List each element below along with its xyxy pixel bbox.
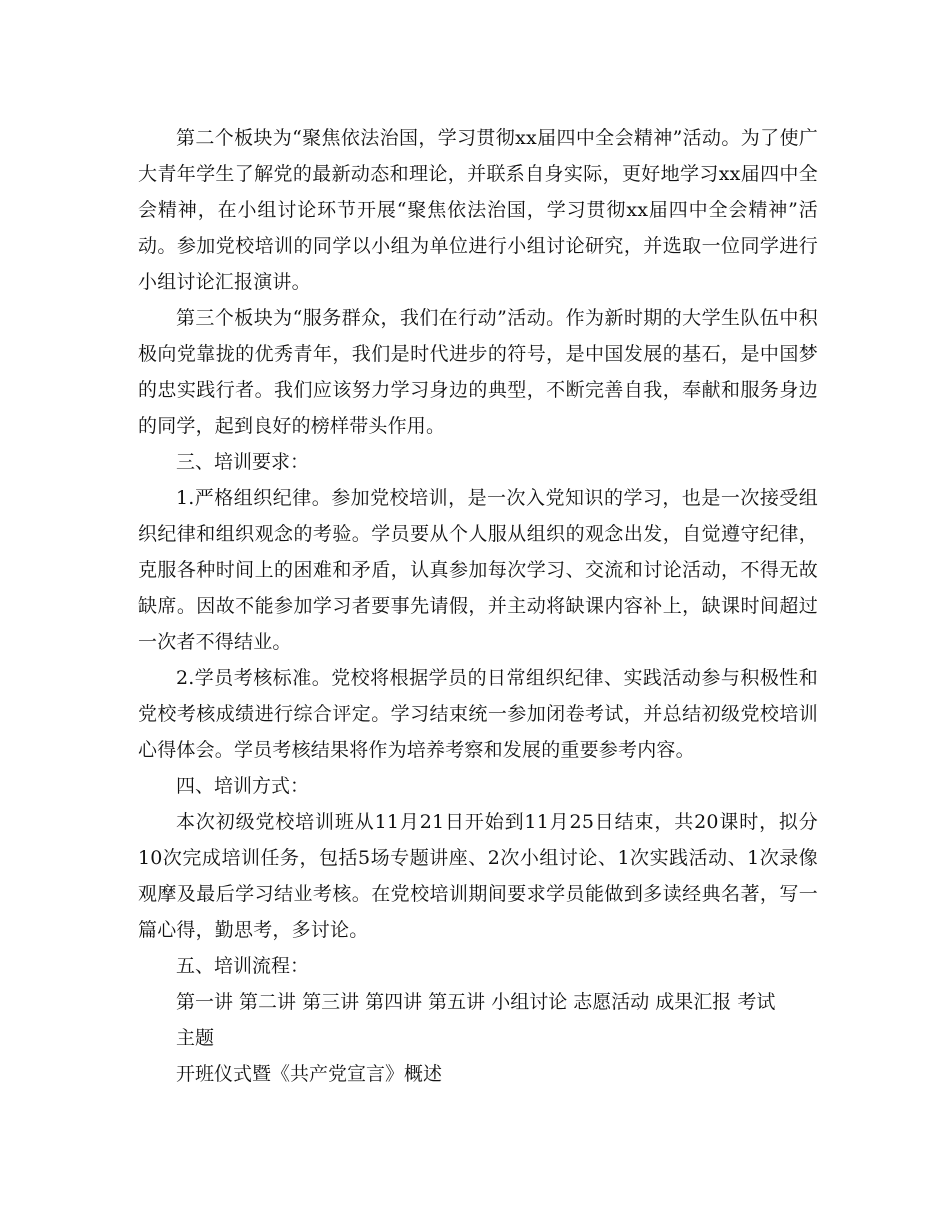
heading-training-process: 五、培训流程： <box>176 955 310 977</box>
topic-label: 主题 <box>176 1027 215 1049</box>
lecture-list-row: 第一讲 第二讲 第三讲 第四讲 第五讲 小组讨论 志愿活动 成果汇报 考试 <box>176 991 776 1013</box>
opening-session: 开班仪式暨《共产党宣言》概述 <box>176 1063 443 1085</box>
paragraph-training-plan: 本次初级党校培训班从11月21日开始到11月25日结束，共20课时，拟分10次完成培训任务，包括5场专题讲座、2次小组讨论、1次实践活动、1次录像观摩及最后学习结业考核。在党校培训期间要求学员能做到多读经典名著，写一篇心得，勤思考，多讨论。 <box>138 811 818 941</box>
paragraph-section-two: 第二个板块为“聚焦依法治国，学习贯彻xx届四中全会精神”活动。为了使广大青年学生了解党的最新动态和理论，并联系自身实际，更好地学习xx届四中全会精神，在小组讨论环节开展“聚焦依法治国，学习贯彻xx届四中全会精神”活动。参加党校培训的同学以小组为单位进行小组讨论研究，并选取一位同学进行小组讨论汇报演讲。 <box>138 127 818 293</box>
paragraph-discipline: 1.严格组织纪律。参加党校培训，是一次入党知识的学习，也是一次接受组织纪律和组织观念的考验。学员要从个人服从组织的观念出发，自觉遵守纪律，克服各种时间上的困难和矛盾，认真参加每次学习、交流和讨论活动，不得无故缺席。因故不能参加学习者要事先请假，并主动将缺课内容补上，缺课时间超过一次者不得结业。 <box>138 487 818 653</box>
paragraph-section-three: 第三个板块为“服务群众，我们在行动”活动。作为新时期的大学生队伍中积极向党靠拢的优秀青年，我们是时代进步的符号，是中国发展的基石，是中国梦的忠实践行者。我们应该努力学习身边的典型，不断完善自我，奉献和服务身边的同学，起到良好的榜样带头作用。 <box>138 307 818 437</box>
document-page <box>138 120 818 1092</box>
heading-training-method: 四、培训方式： <box>176 775 310 797</box>
heading-training-requirements: 三、培训要求： <box>176 451 310 473</box>
paragraph-assessment: 2.学员考核标准。党校将根据学员的日常组织纪律、实践活动参与积极性和党校考核成绩进行综合评定。学习结束统一参加闭卷考试，并总结初级党校培训心得体会。学员考核结果将作为培养考察和发展的重要参考内容。 <box>138 667 818 761</box>
